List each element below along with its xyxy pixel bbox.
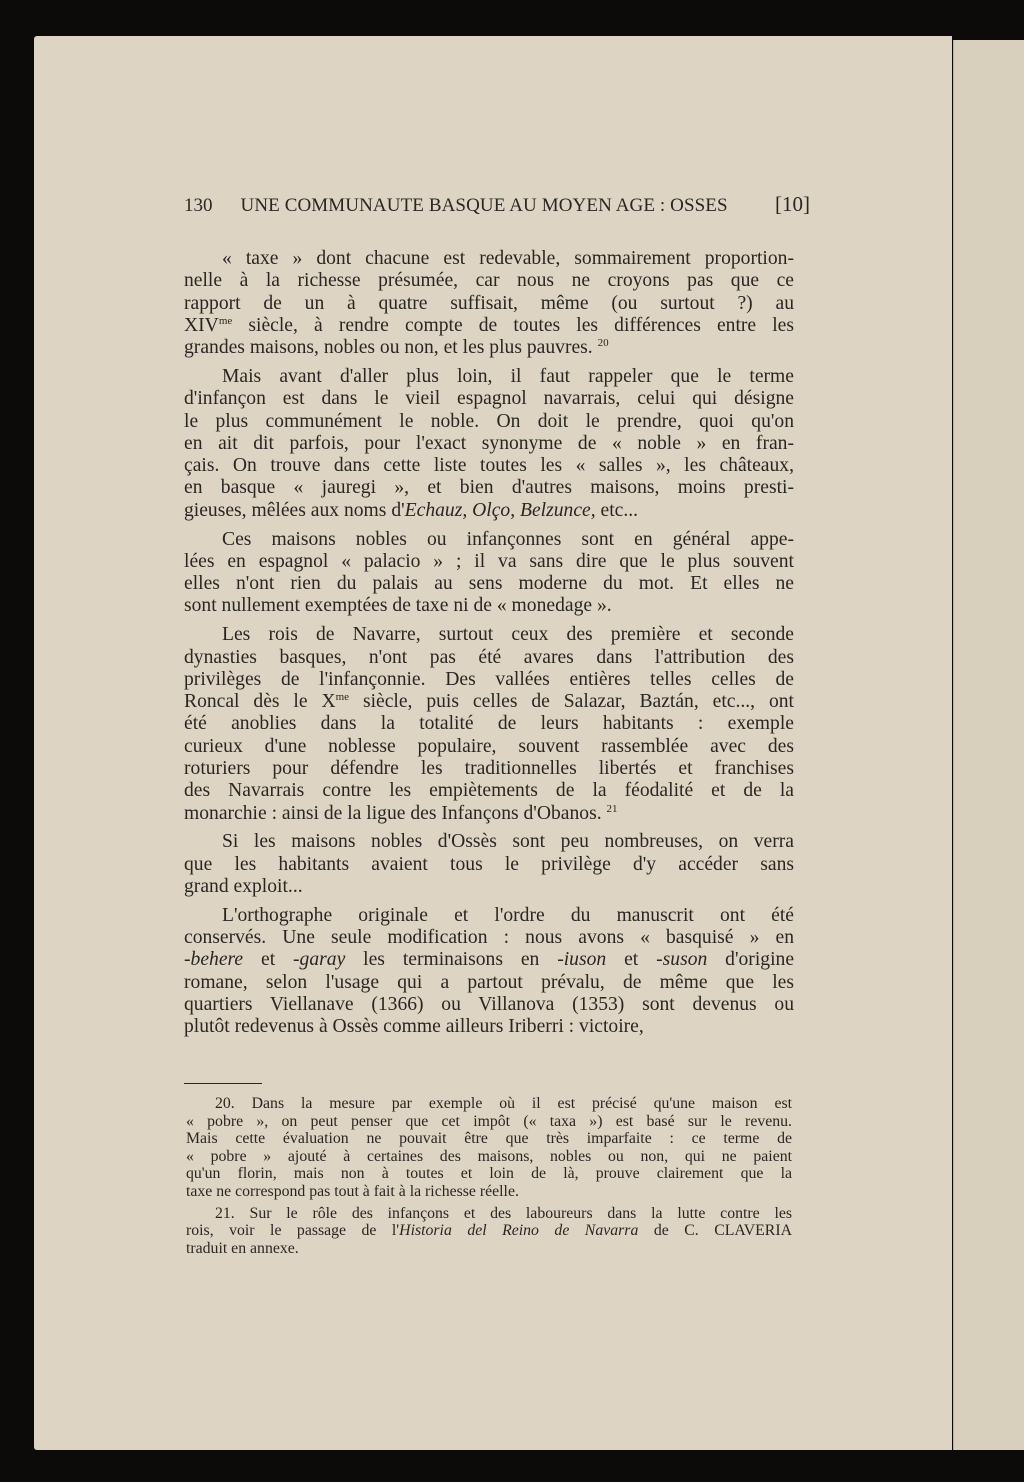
text-span: de C. CLAVERIA xyxy=(638,1222,793,1240)
paragraph xyxy=(184,905,794,1039)
text-span: siècle, à rendre compte de toutes les différences entre les xyxy=(232,314,794,336)
superscript: 20 xyxy=(597,337,609,350)
body-text xyxy=(184,248,794,1045)
text-line xyxy=(186,1222,792,1240)
text-line: roturiers pour défendre les traditionnelles libertés et franchises xyxy=(184,758,794,780)
paragraph xyxy=(184,529,794,618)
text-line xyxy=(184,315,794,337)
footnote-rule xyxy=(184,1083,262,1084)
text-span: monarchie : ainsi de la ligue des Infançons d'Obanos. xyxy=(184,802,607,824)
text-line xyxy=(184,803,794,825)
footnote xyxy=(186,1095,792,1201)
italic-text: -garay xyxy=(293,949,346,971)
italic-text: Historia del Reino de Navarra xyxy=(399,1222,639,1240)
italic-text: Echauz, Olço, Belzunce, xyxy=(404,499,596,521)
text-line: traduit en annexe. xyxy=(186,1239,299,1257)
italic-text: -suson xyxy=(656,949,708,971)
text-line: taxe ne correspond pas tout à fait à la richesse réelle. xyxy=(186,1182,519,1200)
text-line: Mais cette évaluation ne pouvait être que très imparfaite : ce terme de xyxy=(186,1130,792,1148)
text-line: lées en espagnol « palacio » ; il va sans dire que le plus souvent xyxy=(184,550,794,572)
text-line: 20. Dans la mesure par exemple où il est précisé qu'une maison est xyxy=(215,1095,792,1112)
paragraph xyxy=(184,366,794,522)
text-line xyxy=(184,337,794,359)
text-line: L'orthographe originale et l'ordre du manuscrit ont été xyxy=(222,904,794,926)
footnotes xyxy=(186,1095,792,1261)
text-line: çais. On trouve dans cette liste toutes les « salles », les châteaux, xyxy=(184,455,794,477)
running-title: UNE COMMUNAUTE BASQUE AU MOYEN AGE : OSSES xyxy=(240,195,728,216)
text-line: romane, selon l'usage qui a partout prévalu, de même que les xyxy=(184,971,794,993)
text-span: et xyxy=(243,949,294,971)
text-line: en ait dit parfois, pour l'exact synonyme de « noble » en fran- xyxy=(184,432,794,454)
text-span: siècle, puis celles de Salazar, Baztán, etc..., ont xyxy=(349,691,794,713)
text-span: et xyxy=(606,949,657,971)
text-line: Les rois de Navarre, surtout ceux des première et seconde xyxy=(222,624,794,646)
text-line: « pobre », on peut penser que cet impôt (« taxa ») est basé sur le revenu. xyxy=(186,1112,792,1130)
text-line: 21. Sur le rôle des infançons et des laboureurs dans la lutte contre les xyxy=(215,1204,792,1222)
italic-text: -iuson xyxy=(557,949,607,971)
text-line xyxy=(184,949,794,971)
text-span: grandes maisons, nobles ou non, et les plus pauvres. xyxy=(184,337,598,359)
section-number: [10] xyxy=(775,192,810,216)
text-line: grand exploit... xyxy=(184,876,303,898)
text-line: rapport de un à quatre suffisait, même (ou surtout ?) au xyxy=(184,292,794,314)
text-line: quartiers Viellanave (1366) ou Villanova (1353) sont devenus ou xyxy=(184,994,794,1015)
text-line: nelle à la richesse présumée, car nous ne croyons pas que ce xyxy=(184,270,794,292)
text-span: d'origine xyxy=(707,949,795,971)
text-span: les terminaisons en xyxy=(345,949,558,971)
italic-text: -behere xyxy=(184,949,244,971)
running-header xyxy=(184,192,810,217)
superscript: 21 xyxy=(606,802,618,815)
text-line: elles n'ont rien du palais au sens moderne du mot. Et elles ne xyxy=(184,573,794,595)
text-line: plutôt redevenus à Ossès comme ailleurs Iriberri : victoire, xyxy=(184,1016,644,1038)
text-line xyxy=(184,500,794,522)
superscript: me xyxy=(218,314,233,327)
text-line: dynasties basques, n'ont pas été avares dans l'attribution des xyxy=(184,646,794,668)
text-span: gieuses, mêlées aux noms d' xyxy=(184,499,405,521)
text-line: privilèges de l'infançonnie. Des vallées entières telles celles de xyxy=(184,668,794,690)
text-span: Roncal dès le X xyxy=(184,691,336,713)
text-span: rois, voir le passage de l' xyxy=(186,1222,400,1240)
paragraph xyxy=(184,831,794,898)
text-span: XIV xyxy=(184,314,219,336)
footnote xyxy=(186,1205,792,1258)
text-line: des Navarrais contre les empiètements de la féodalité et de la xyxy=(184,780,794,802)
text-line: conservés. Une seule modification : nous avons « basquisé » en xyxy=(184,927,794,949)
paragraph xyxy=(184,624,794,825)
text-line xyxy=(184,691,794,713)
text-line: Si les maisons nobles d'Ossès sont peu nombreuses, on verra xyxy=(222,831,794,853)
text-line: été anoblies dans la totalité de leurs habitants : exemple xyxy=(184,713,794,735)
text-line: sont nullement exemptées de taxe ni de « monedage ». xyxy=(184,595,612,617)
paragraph xyxy=(184,248,794,359)
text-line: curieux d'une noblesse populaire, souvent rassemblée avec des xyxy=(184,735,794,757)
text-line: d'infançon est dans le vieil espagnol navarrais, celui qui désigne xyxy=(184,388,794,410)
text-line: le plus communément le noble. On doit le prendre, quoi qu'on xyxy=(184,410,794,432)
text-line: « taxe » dont chacune est redevable, sommairement proportion- xyxy=(222,248,794,269)
text-line: Ces maisons nobles ou infançonnes sont en général appe- xyxy=(222,528,794,550)
page-number: 130 xyxy=(184,195,213,216)
superscript: me xyxy=(335,691,350,704)
text-line: « pobre » ajouté à certaines des maisons, nobles ou non, qui ne paient xyxy=(186,1147,792,1165)
text-line: en basque « jauregi », et bien d'autres maisons, moins presti- xyxy=(184,477,794,499)
text-span: etc... xyxy=(595,499,639,521)
text-line: Mais avant d'aller plus loin, il faut rappeler que le terme xyxy=(222,365,794,387)
facing-page-edge xyxy=(953,40,1024,1450)
text-line: que les habitants avaient tous le privilège d'y accéder sans xyxy=(184,853,794,875)
text-line: qu'un florin, mais non à toutes et loin de là, prouve clairement que la xyxy=(186,1165,792,1183)
